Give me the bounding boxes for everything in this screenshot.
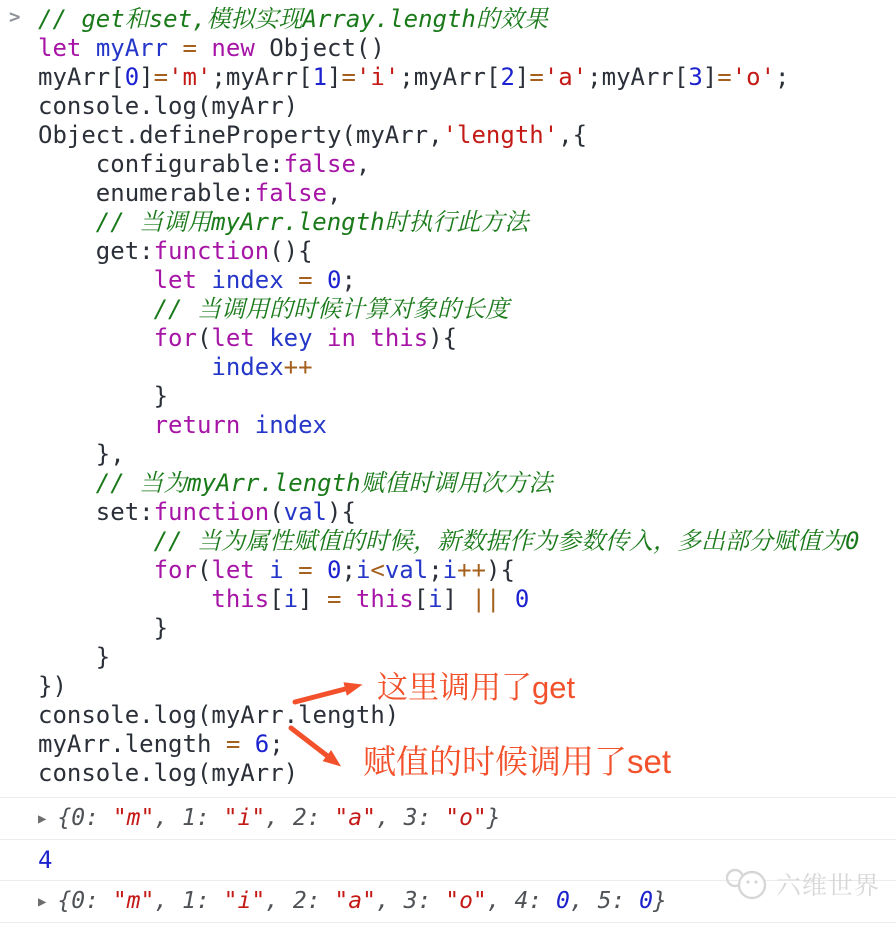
code-token: ]	[442, 585, 472, 613]
code-token: index	[211, 353, 284, 381]
code-token	[38, 411, 154, 439]
code-token: ]	[327, 63, 342, 91]
code-token: , 3:	[375, 805, 446, 831]
code-token: let	[211, 556, 255, 584]
code-token	[313, 556, 327, 584]
expand-triangle-icon[interactable]: ▶	[38, 811, 47, 827]
code-token: }	[38, 382, 169, 410]
code-token: [	[269, 585, 284, 613]
console-output-row[interactable]	[0, 797, 896, 839]
code-token: 'o'	[731, 63, 776, 91]
code-line	[38, 295, 896, 324]
code-token: myArr[	[38, 63, 125, 91]
code-token	[500, 585, 514, 613]
code-token: i	[428, 585, 443, 613]
code-token: (	[196, 556, 212, 584]
code-token: new	[211, 34, 255, 62]
code-token: function	[153, 498, 270, 526]
code-token: =	[529, 63, 544, 91]
arrow-to-set-icon	[286, 722, 360, 776]
code-token: ,	[355, 150, 371, 178]
code-token: "o"	[445, 888, 487, 914]
code-token: val	[384, 556, 429, 584]
code-token: ;	[428, 556, 443, 584]
code-token: =	[717, 63, 732, 91]
code-token: return	[153, 411, 241, 439]
code-token: // 当调用myArr.length时执行此方法	[38, 208, 529, 236]
code-line	[38, 614, 896, 643]
code-token: let	[38, 34, 82, 62]
code-token: let	[153, 266, 197, 294]
code-line	[38, 63, 896, 92]
code-token: , 5:	[569, 888, 640, 914]
code-token: // 当调用的时候计算对象的长度	[38, 295, 509, 323]
code-token	[240, 730, 254, 758]
code-token	[197, 34, 211, 62]
code-token: enumerable:	[38, 179, 255, 207]
code-line	[38, 382, 896, 411]
code-token	[341, 585, 355, 613]
console-output-list	[0, 797, 896, 923]
code-token: {0:	[57, 888, 113, 914]
output-value	[57, 888, 666, 914]
code-token: , 3:	[375, 888, 446, 914]
code-token: },	[38, 440, 125, 468]
code-token: 4	[38, 846, 53, 874]
code-token: 0	[327, 556, 342, 584]
code-line	[38, 527, 896, 556]
output-value	[57, 805, 500, 831]
code-line	[38, 498, 896, 527]
code-token: {0:	[57, 805, 113, 831]
code-token: ;	[341, 556, 356, 584]
code-token: ]	[514, 63, 530, 91]
code-token: 'm'	[168, 63, 212, 91]
code-token: "m"	[112, 888, 155, 914]
code-token	[38, 266, 154, 294]
code-token	[313, 266, 327, 294]
code-token: 'a'	[543, 63, 588, 91]
code-token: index	[211, 266, 284, 294]
code-token	[81, 34, 95, 62]
code-line	[38, 353, 896, 382]
code-token: console.log(myArr)	[38, 759, 299, 787]
code-token: ++	[283, 353, 313, 381]
code-token: =	[298, 556, 313, 584]
code-token: get:	[38, 237, 154, 265]
code-token: ]	[702, 63, 718, 91]
code-token: false	[283, 150, 356, 178]
code-token: 1	[312, 63, 328, 91]
code-token: ;myArr[	[399, 63, 501, 91]
code-token: i	[283, 585, 299, 613]
code-token: <	[370, 556, 385, 584]
code-token: , 4:	[486, 888, 557, 914]
code-token: =	[225, 730, 241, 758]
code-token: Object()	[254, 34, 385, 62]
code-token: =	[341, 63, 356, 91]
output-value	[38, 846, 52, 874]
code-token: "a"	[334, 805, 376, 831]
code-token	[197, 266, 211, 294]
code-token: }	[486, 805, 501, 831]
expand-triangle-icon[interactable]: ▶	[38, 894, 47, 910]
code-line	[38, 92, 896, 121]
code-token: index	[254, 411, 327, 439]
code-token: configurable:	[38, 150, 284, 178]
code-token	[168, 34, 182, 62]
code-token: , 1:	[154, 805, 224, 831]
code-token: =	[153, 63, 169, 91]
watermark-text: 六维世界	[775, 872, 880, 900]
code-token	[284, 556, 298, 584]
code-token: ;myArr[	[587, 63, 689, 91]
code-line	[38, 411, 896, 440]
code-line	[38, 121, 896, 150]
code-token: ){	[486, 556, 515, 584]
code-token: val	[283, 498, 327, 526]
code-line	[38, 469, 896, 498]
code-token: , 1:	[154, 888, 224, 914]
code-token: this	[370, 324, 429, 352]
code-token: })	[38, 672, 67, 700]
code-line	[38, 324, 896, 353]
code-line	[38, 266, 896, 295]
code-token: (	[269, 498, 284, 526]
code-token: }	[38, 643, 111, 671]
code-line	[38, 440, 896, 469]
code-token: this	[211, 585, 270, 613]
code-token: , 2:	[265, 805, 335, 831]
code-token: 0	[327, 266, 342, 294]
code-token: ]	[298, 585, 327, 613]
code-token: "o"	[445, 805, 487, 831]
code-token: "a"	[334, 888, 376, 914]
code-token: 0	[124, 63, 140, 91]
code-token	[38, 556, 154, 584]
code-token: (	[196, 324, 212, 352]
code-token: key	[269, 324, 313, 352]
code-token: Object.defineProperty(myArr,	[38, 121, 443, 149]
code-line	[38, 585, 896, 614]
code-token: ;	[341, 266, 356, 294]
code-token	[284, 266, 298, 294]
code-token	[255, 324, 269, 352]
code-token: this	[355, 585, 414, 613]
code-token: myArr	[95, 34, 169, 62]
code-token: false	[254, 179, 327, 207]
code-token: 3	[688, 63, 703, 91]
code-line	[38, 237, 896, 266]
code-token: =	[182, 34, 197, 62]
code-line	[38, 150, 896, 179]
code-token: "i"	[223, 805, 266, 831]
code-token	[255, 556, 269, 584]
code-token: }	[652, 888, 667, 914]
code-token: 6	[254, 730, 270, 758]
code-token: console.log(myArr.length)	[38, 701, 400, 729]
code-token: , 2:	[265, 888, 335, 914]
code-token: ,	[327, 179, 342, 207]
code-token: i	[269, 556, 284, 584]
code-token: ){	[327, 498, 356, 526]
code-token: ;	[775, 63, 790, 91]
code-token: "m"	[112, 805, 155, 831]
code-token: for	[153, 556, 197, 584]
code-token: ]	[139, 63, 154, 91]
annotation-get: 这里调用了get	[377, 670, 576, 705]
code-token	[356, 324, 370, 352]
code-line	[38, 5, 896, 34]
code-token: // 当为myArr.length赋值时调用次方法	[38, 469, 553, 497]
code-token: }	[38, 614, 169, 642]
arrow-to-get-icon	[291, 676, 375, 708]
code-token: ||	[471, 585, 501, 613]
code-line	[38, 34, 896, 63]
code-token: ++	[457, 556, 487, 584]
code-token	[313, 324, 327, 352]
code-token: set:	[38, 498, 154, 526]
watermark-logo-icon	[724, 866, 770, 902]
code-token: console.log(myArr)	[38, 92, 299, 120]
console-prompt-icon: >	[9, 6, 21, 28]
code-token: =	[298, 266, 313, 294]
code-token: "i"	[223, 888, 266, 914]
code-token: [	[413, 585, 429, 613]
code-token: i	[355, 556, 371, 584]
code-token: i	[442, 556, 458, 584]
code-line	[38, 556, 896, 585]
code-token: (){	[269, 237, 313, 265]
code-token: ,{	[558, 121, 588, 149]
code-token: myArr.length	[38, 730, 226, 758]
code-token: for	[153, 324, 197, 352]
code-token: =	[327, 585, 342, 613]
code-token: let	[211, 324, 255, 352]
annotation-set: 赋值的时候调用了set	[363, 743, 672, 780]
code-token: 2	[500, 63, 515, 91]
code-token	[38, 324, 154, 352]
code-token	[240, 411, 254, 439]
code-token	[38, 585, 211, 613]
code-token: 0	[639, 888, 653, 914]
code-token: 'length'	[442, 121, 559, 149]
code-token: in	[327, 324, 356, 352]
code-token: // get和set,模拟实现Array.length的效果	[38, 5, 548, 33]
code-line	[38, 208, 896, 237]
code-token: 'i'	[355, 63, 400, 91]
code-token: function	[153, 237, 270, 265]
code-token: ){	[428, 324, 458, 352]
code-token: ;	[269, 730, 284, 758]
code-token: 0	[556, 888, 570, 914]
watermark	[724, 866, 880, 902]
code-token: ;myArr[	[211, 63, 313, 91]
code-token	[38, 353, 211, 381]
code-token: 0	[514, 585, 530, 613]
code-token: // 当为属性赋值的时候，新数据作为参数传入，多出部分赋值为0	[38, 527, 860, 555]
code-line	[38, 179, 896, 208]
